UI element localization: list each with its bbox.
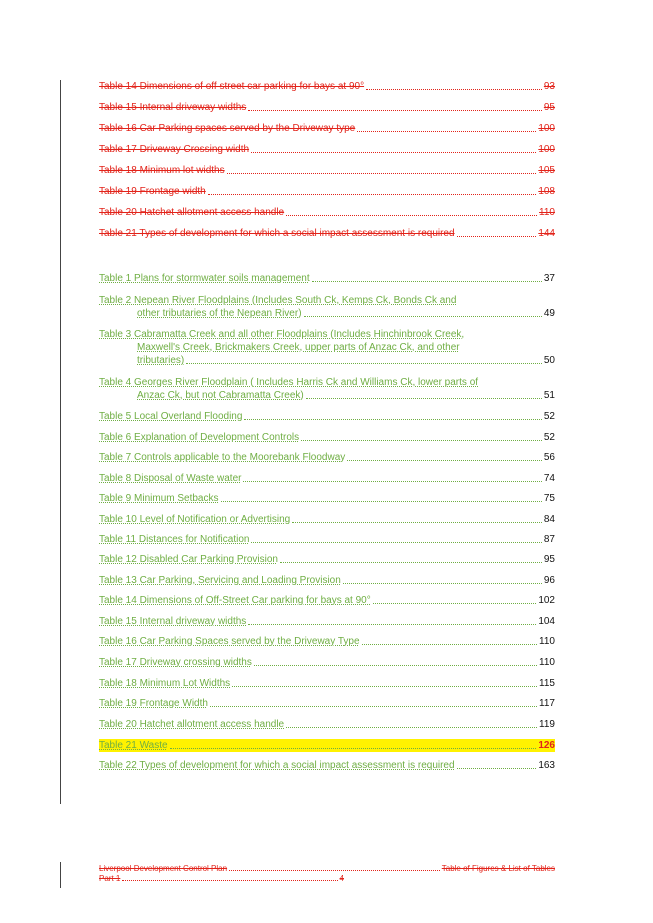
toc-leader-dots: [221, 501, 542, 502]
inserted-toc-entry[interactable]: [99, 451, 555, 464]
toc-entry-label: Table 3 Cabramatta Creek and all other Floodplains (Includes Hinchinbrook Creek,: [99, 329, 465, 340]
toc-page-number: 110: [539, 636, 555, 647]
footer-document-title: Liverpool Development Control Plan: [99, 864, 228, 873]
toc-leader-dots: [304, 316, 542, 317]
deleted-toc-entry[interactable]: [99, 185, 555, 198]
change-bar-footer: [60, 862, 61, 888]
toc-leader-dots: [343, 583, 542, 584]
inserted-toc-entry[interactable]: [99, 739, 555, 752]
toc-entry-last-line: [99, 718, 555, 731]
toc-entry-label: Table 4 Georges River Floodplain ( Includes Harris Ck and Williams Ck, lower parts of: [99, 377, 479, 388]
toc-page-number: 126: [538, 740, 555, 751]
toc-entry-label: Table 12 Disabled Car Parking Provision: [99, 554, 278, 565]
toc-entry-label: Table 15 Internal driveway widths: [99, 102, 247, 113]
toc-entry-last-line: [99, 656, 555, 669]
inserted-toc-entry[interactable]: [99, 574, 555, 587]
toc-leader-dots: [286, 727, 537, 728]
toc-leader-dots: [457, 768, 537, 769]
toc-leader-dots: [362, 644, 538, 645]
toc-entry-last-line: [99, 553, 555, 566]
toc-leader-dots: [248, 110, 542, 111]
toc-entry-last-line: [99, 533, 555, 546]
toc-leader-dots: [210, 706, 537, 707]
toc-entry-label: Table 14 Dimensions of off street car parking for bays at 90°: [99, 81, 365, 92]
toc-page-number: 105: [538, 165, 555, 176]
toc-entry-label: Table 14 Dimensions of Off-Street Car parking for bays at 90°: [99, 595, 371, 606]
toc-leader-dots: [347, 460, 542, 461]
toc-entry-label: Table 1 Plans for stormwater soils management: [99, 273, 310, 284]
toc-entry-last-line: [99, 354, 555, 367]
toc-leader-dots: [227, 173, 537, 174]
toc-entry-last-line: [99, 472, 555, 485]
toc-page-number: 51: [543, 390, 555, 401]
toc-leader-dots: [170, 748, 537, 749]
toc-page-number: 56: [543, 452, 555, 463]
toc-page-number: 110: [539, 207, 555, 218]
toc-entry-line: [99, 341, 555, 354]
toc-entry-label: Table 20 Hatchet allotment access handle: [99, 719, 285, 730]
toc-page-number: 100: [538, 123, 555, 134]
inserted-toc-entry[interactable]: [99, 718, 555, 731]
toc-entry-label: Anzac Ck, but not Cabramatta Creek): [137, 390, 304, 401]
toc-entry-line: [99, 376, 555, 389]
toc-page-number: 144: [538, 228, 555, 239]
footer-page-number: 4: [339, 874, 344, 883]
toc-entry-last-line: [99, 492, 555, 505]
toc-entry-last-line: [99, 389, 555, 402]
toc-page-number: 100: [538, 144, 555, 155]
toc-leader-dots: [286, 215, 537, 216]
toc-entry-label: Table 6 Explanation of Development Controls: [99, 432, 300, 443]
toc-page-number: 163: [538, 760, 555, 771]
toc-leader-dots: [357, 131, 536, 132]
toc-entry-last-line: [99, 272, 555, 285]
inserted-toc-entry[interactable]: [99, 328, 555, 367]
inserted-toc-entry[interactable]: [99, 594, 555, 607]
deleted-toc-entry[interactable]: [99, 143, 555, 156]
footer-part-leader: [122, 880, 337, 881]
deleted-toc-entry[interactable]: [99, 80, 555, 93]
toc-leader-dots: [244, 419, 541, 420]
toc-entry-label: Table 8 Disposal of Waste water: [99, 473, 242, 484]
inserted-toc-entry[interactable]: [99, 492, 555, 505]
inserted-toc-entry[interactable]: [99, 615, 555, 628]
toc-entry-last-line: [99, 615, 555, 628]
toc-page-number: 96: [543, 575, 555, 586]
toc-leader-dots: [251, 542, 541, 543]
inserted-toc-entry[interactable]: [99, 553, 555, 566]
toc-page-number: 75: [543, 493, 555, 504]
inserted-toc-entry[interactable]: [99, 431, 555, 444]
deleted-toc-entry[interactable]: [99, 164, 555, 177]
toc-entry-label: other tributaries of the Nepean River): [137, 308, 302, 319]
toc-entry-label: Table 17 Driveway Crossing width: [99, 144, 250, 155]
toc-entry-label: Table 16 Car Parking spaces served by the Driveway type: [99, 123, 356, 134]
toc-entry-label: Table 2 Nepean River Floodplains (Includes South Ck, Kemps Ck, Bonds Ck and: [99, 295, 457, 306]
toc-leader-dots: [373, 603, 537, 604]
toc-page-number: 95: [543, 554, 555, 565]
toc-entry-last-line: [99, 635, 555, 648]
toc-entry-label: Table 9 Minimum Setbacks: [99, 493, 219, 504]
toc-leader-dots: [312, 281, 542, 282]
toc-page-number: 110: [539, 657, 555, 668]
toc-entry-last-line: [99, 513, 555, 526]
toc-leader-dots: [232, 686, 537, 687]
toc-page-number: 84: [543, 514, 555, 525]
toc-page-number: 108: [538, 186, 555, 197]
toc-leader-dots: [306, 398, 542, 399]
toc-entry-label: Table 16 Car Parking Spaces served by the Driveway Type: [99, 636, 360, 647]
toc-entry-label: Table 5 Local Overland Flooding: [99, 411, 243, 422]
toc-leader-dots: [366, 89, 542, 90]
toc-entry-line: [99, 328, 555, 341]
toc-page-number: 95: [543, 102, 555, 113]
deleted-toc-entry[interactable]: [99, 101, 555, 114]
toc-entry-last-line: [99, 739, 555, 752]
toc-leader-dots: [248, 624, 536, 625]
deleted-toc-entry[interactable]: [99, 206, 555, 219]
toc-entry-label: Table 15 Internal driveway widths: [99, 616, 247, 627]
toc-page-number: 52: [543, 411, 555, 422]
toc-leader-dots: [280, 562, 542, 563]
toc-entry-last-line: [99, 431, 555, 444]
page-footer: [99, 864, 555, 884]
toc-entry-label: Maxwell's Creek, Brickmakers Creek, upper parts of Anzac Ck, and other: [137, 342, 460, 353]
toc-page-number: 117: [539, 698, 555, 709]
inserted-toc-entry[interactable]: [99, 272, 555, 285]
inserted-toc-entry[interactable]: [99, 656, 555, 669]
toc-entry-label: Table 18 Minimum Lot Widths: [99, 678, 231, 689]
toc-entry-label: Table 10 Level of Notification or Advertising: [99, 514, 291, 525]
toc-entry-label: Table 21 Types of development for which a social impact assessment is required: [99, 228, 455, 239]
toc-page-number: 50: [543, 355, 555, 366]
toc-entry-line: [99, 294, 555, 307]
inserted-toc-entry[interactable]: [99, 677, 555, 690]
toc-page-number: 37: [543, 273, 555, 284]
toc-entry-label: Table 20 Hatchet allotment access handle: [99, 207, 285, 218]
toc-page-number: 49: [543, 308, 555, 319]
toc-leader-dots: [457, 236, 537, 237]
inserted-toc-entry[interactable]: [99, 759, 555, 772]
toc-entry-last-line: [99, 307, 555, 320]
footer-part-label: Part 1: [99, 874, 121, 883]
toc-entry-label: Table 7 Controls applicable to the Moorebank Floodway: [99, 452, 346, 463]
toc-page-number: 87: [543, 534, 555, 545]
toc-entry-last-line: [99, 594, 555, 607]
change-bar-top: [60, 80, 61, 804]
toc-leader-dots: [208, 194, 537, 195]
toc-page-number: 104: [538, 616, 555, 627]
inserted-toc-entry[interactable]: [99, 410, 555, 423]
toc-entry-last-line: [99, 574, 555, 587]
inserted-toc-entry[interactable]: [99, 294, 555, 320]
toc-entry-label: Table 19 Frontage width: [99, 186, 206, 197]
inserted-toc-entry[interactable]: [99, 533, 555, 546]
toc-page-number: 74: [543, 473, 555, 484]
toc-entry-last-line: [99, 410, 555, 423]
toc-entry-label: Table 13 Car Parking, Servicing and Loading Provision: [99, 575, 341, 586]
toc-entry-label: Table 19 Frontage Width: [99, 698, 208, 709]
inserted-toc-entry[interactable]: [99, 697, 555, 710]
toc-entry-label: Table 11 Distances for Notification: [99, 534, 250, 545]
toc-entry-label: tributaries): [137, 355, 185, 366]
toc-page-number: 119: [539, 719, 555, 730]
toc-leader-dots: [292, 522, 542, 523]
toc-entry-label: Table 18 Minimum lot widths: [99, 165, 225, 176]
toc-entry-last-line: [99, 677, 555, 690]
footer-leader: [229, 870, 440, 871]
toc-leader-dots: [243, 481, 541, 482]
toc-leader-dots: [301, 440, 542, 441]
toc-entry-label: Table 21 Waste: [99, 740, 168, 751]
deleted-toc-entry[interactable]: [99, 122, 555, 135]
toc-entry-last-line: [99, 697, 555, 710]
toc-entry-last-line: [99, 451, 555, 464]
inserted-toc-entry[interactable]: [99, 376, 555, 402]
toc-leader-dots: [254, 665, 537, 666]
toc-page-number: 93: [543, 81, 555, 92]
toc-entry-label: Table 22 Types of development for which a social impact assessment is required: [99, 760, 455, 771]
inserted-toc-entry[interactable]: [99, 635, 555, 648]
toc-page-number: 102: [538, 595, 555, 606]
toc-leader-dots: [251, 152, 536, 153]
toc-page-number: 52: [543, 432, 555, 443]
inserted-toc-entry[interactable]: [99, 472, 555, 485]
toc-entry-label: Table 17 Driveway crossing widths: [99, 657, 252, 668]
inserted-toc-entry[interactable]: [99, 513, 555, 526]
toc-page-number: 115: [539, 678, 555, 689]
footer-section-title: Table of Figures & List of Tables: [441, 864, 555, 873]
deleted-toc-entry[interactable]: [99, 227, 555, 240]
toc-entry-last-line: [99, 759, 555, 772]
toc-leader-dots: [186, 363, 542, 364]
